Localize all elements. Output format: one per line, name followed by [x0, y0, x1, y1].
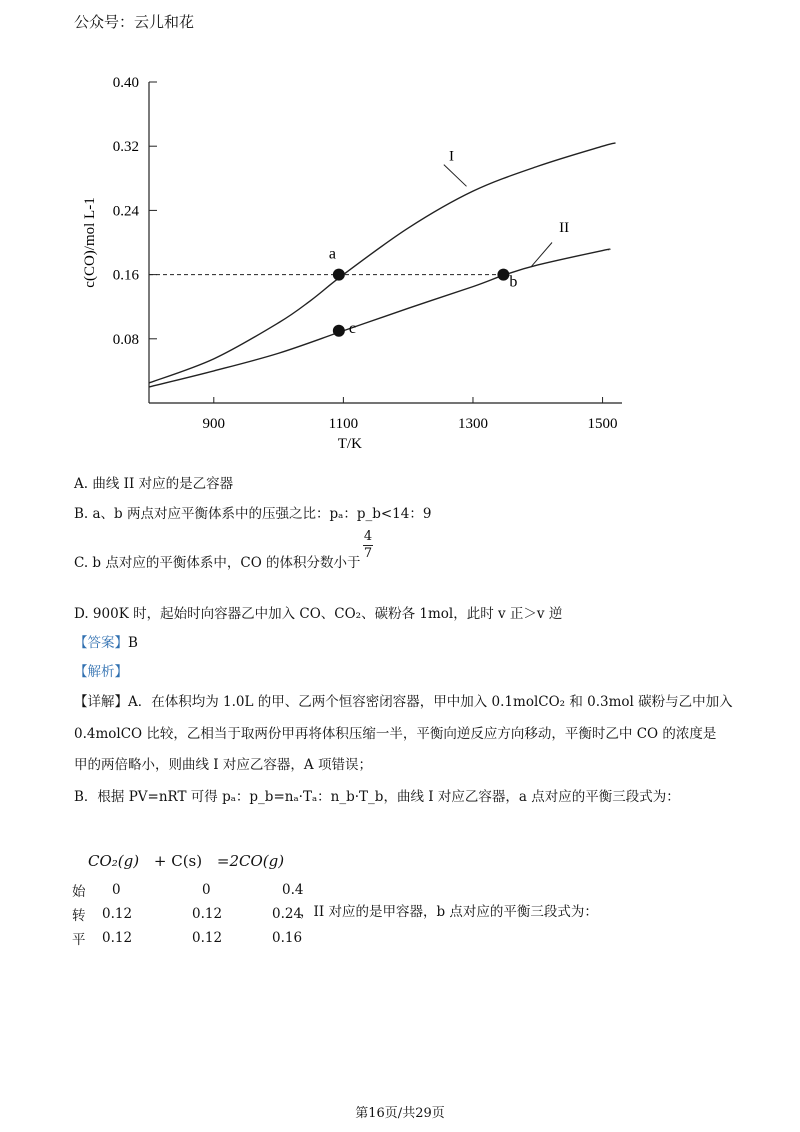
equation-head [88, 852, 284, 870]
fraction-numerator: 4 [363, 529, 373, 544]
detail-line-1: 【详解】A．在体积均为 1.0L 的甲、乙两个恒容密闭容器，甲中加入 0.1molCO₂ 和 0.3mol 碳粉与乙中加入 [74, 694, 733, 710]
equation-plus-carbon: + C(s) [153, 852, 203, 870]
ice-cell: 0.12 [102, 930, 133, 946]
y-tick-label: 0.32 [112, 139, 139, 156]
answer-label: 【答案】 [74, 635, 128, 651]
equation-reactant: CO₂(g) [88, 852, 140, 870]
point-label-c: c [348, 319, 356, 337]
x-tick-label: 1300 [457, 416, 488, 432]
analysis-label: 【解析】 [74, 664, 128, 680]
x-tick-label: 1100 [328, 416, 359, 432]
option-d: D. 900K 时，起始时向容器乙中加入 CO、CO₂、碳粉各 1mol，此时 v 正＞v 逆 [74, 606, 563, 622]
answer-line [74, 631, 138, 651]
y-axis-label: c(CO)/mol L-1 [82, 197, 98, 288]
answer-value: B [128, 635, 138, 651]
series-2-label: II [559, 220, 570, 237]
equation-product: =2CO(g) [216, 852, 285, 870]
header-text: 公众号：云儿和花 [74, 13, 195, 31]
ice-cell: 0.12 [102, 906, 133, 922]
point-label-a: a [328, 245, 336, 263]
ice-cell: 0.24 [272, 906, 303, 922]
ice-label: 始 [72, 884, 86, 900]
equation-note: ，II 对应的是甲容器，b 点对应的平衡三段式为： [300, 904, 598, 920]
point-label-b: b [509, 273, 518, 291]
y-tick-label: 0.16 [112, 267, 139, 284]
ice-label: 转 [72, 908, 86, 924]
series-1-label: I [448, 148, 454, 165]
x-tick-label: 1500 [587, 416, 618, 432]
ice-label: 平 [72, 932, 86, 948]
fraction-four-sevenths [363, 529, 373, 561]
series-curve-2 [149, 249, 610, 387]
concentration-chart [0, 0, 800, 460]
x-axis-label: T/K [337, 436, 362, 452]
point-a [333, 269, 345, 281]
y-tick-label: 0.08 [112, 331, 139, 348]
ice-cell: 0 [202, 882, 211, 898]
point-c [333, 325, 345, 337]
ice-cell: 0 [112, 882, 121, 898]
ice-cell: 0.4 [282, 882, 304, 898]
point-b [497, 269, 509, 281]
option-c: C. b 点对应的平衡体系中，CO 的体积分数小于 [74, 555, 361, 571]
ice-cell: 0.12 [192, 930, 223, 946]
ice-row-equilibrium [72, 926, 342, 950]
detail-line-4: B．根据 PV=nRT 可得 pₐ：p_b=nₐ·Tₐ：n_b·T_b，曲线 I 对应乙容器，a 点对应的平衡三段式为： [74, 789, 680, 805]
series-1-leader [444, 165, 467, 187]
fraction-denominator: 7 [363, 546, 373, 561]
detail-line-2: 0.4molCO 比较，乙相当于取两份甲再将体积压缩一半，平衡向逆反应方向移动，平衡时乙中 CO 的浓度是 [74, 726, 717, 742]
ice-row-initial [72, 878, 342, 902]
page-number: 第16页/共29页 [355, 1106, 445, 1121]
x-tick-label: 900 [202, 416, 226, 432]
option-a: A. 曲线 II 对应的是乙容器 [74, 476, 234, 492]
y-tick-label: 0.40 [112, 75, 139, 91]
ice-cell: 0.12 [192, 906, 223, 922]
option-b: B. a、b 两点对应平衡体系中的压强之比：pₐ：p_b<14：9 [74, 506, 432, 522]
y-tick-label: 0.24 [112, 203, 139, 220]
ice-cell: 0.16 [272, 930, 303, 946]
detail-line-3: 甲的两倍略小，则曲线 I 对应乙容器，A 项错误； [74, 757, 372, 773]
